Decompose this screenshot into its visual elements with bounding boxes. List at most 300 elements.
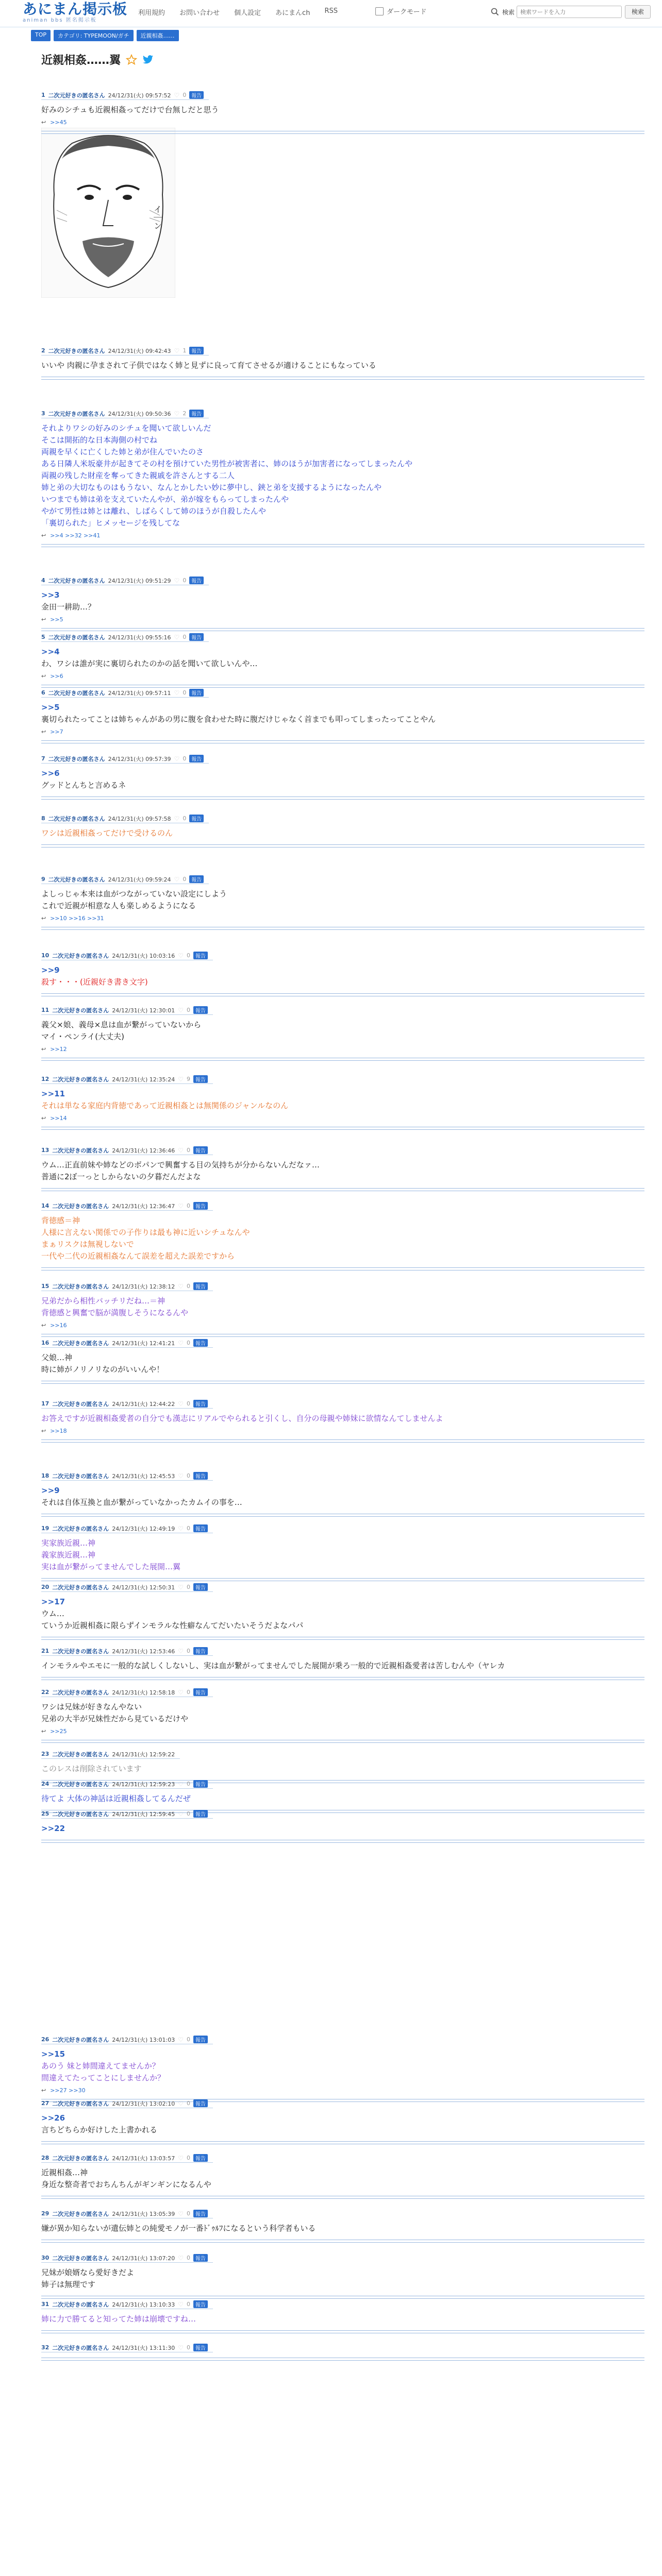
post-number[interactable]: 18	[41, 1472, 49, 1479]
post	[41, 1146, 644, 1191]
post-author: 二次元好きの匿名さん	[48, 815, 105, 822]
post-anchor-link[interactable]: >>17	[41, 1597, 65, 1606]
search-label: 検索	[502, 8, 515, 16]
dark-mode-checkbox[interactable]	[375, 7, 384, 15]
like-count: 0	[186, 2344, 190, 2351]
post-header	[41, 1075, 644, 1084]
post-author: 二次元好きの匿名さん	[52, 1584, 109, 1591]
site-logo[interactable]	[23, 1, 127, 24]
post	[41, 1583, 644, 1640]
breadcrumb	[31, 30, 179, 41]
reply-icon[interactable]: ↩	[41, 532, 46, 539]
post-text: 金田一耕助…？	[41, 602, 96, 612]
post-number[interactable]: 24	[41, 1781, 49, 1787]
report-button[interactable]: 報告	[193, 1400, 208, 1408]
post	[41, 1075, 644, 1130]
post-number[interactable]: 32	[41, 2344, 49, 2351]
post-number[interactable]: 4	[41, 577, 45, 584]
post	[41, 2099, 644, 2144]
post-header-bar	[41, 1202, 213, 1211]
reply-links[interactable]: >>25	[50, 1728, 67, 1735]
like-count: 0	[183, 755, 187, 762]
post-body	[41, 1295, 644, 1319]
report-button[interactable]: 報告	[189, 755, 204, 762]
post-anchor-link[interactable]: >>15	[41, 2049, 65, 2059]
post	[41, 1282, 644, 1337]
like-count: 0	[186, 2301, 190, 2308]
post-number[interactable]: 19	[41, 1525, 49, 1532]
report-button[interactable]: 報告	[193, 2099, 208, 2107]
heart-icon[interactable]: ♡	[178, 1472, 184, 1480]
post	[41, 754, 644, 800]
heart-icon[interactable]: ♡	[178, 1075, 184, 1083]
heart-icon[interactable]: ♡	[178, 1524, 184, 1532]
post-number[interactable]: 3	[41, 410, 45, 417]
post-text: わ、ワシは誰が実に裏切られたのかの話を聞いて欲しいんや…	[41, 659, 258, 668]
heart-icon[interactable]: ♡	[178, 952, 184, 959]
post-divider	[41, 2330, 644, 2333]
post	[41, 1780, 644, 1813]
reply-links[interactable]: >>45	[50, 119, 67, 126]
post-author: 二次元好きの匿名さん	[52, 1751, 109, 1758]
like-count: 0	[186, 1202, 190, 1209]
reply-icon[interactable]: ↩	[41, 1046, 46, 1053]
post-date: 24/12/31(火) 13:11:30	[112, 2344, 175, 2351]
post-header-bar	[41, 1075, 213, 1084]
post-date: 24/12/31(火) 10:03:16	[112, 952, 175, 959]
post-text: それよりワシの好みのシチュを聞いて欲しいんだ そこは開拓的な日本海側の村でね 両親を早くに亡くした姉と弟が住んでいたのさ ある日隣人米坂豪井が起きてその村を預けていた男性が被害者に、姉のほうが加害者になってしまったんや 両親の残した財産を奪ってきた親戚を許さんとする二人 姉と弟の大切なものはもうない、なんとかしたい妙に夢中し、鋏と弟を支援するようになったんや いつまでも姉は弟を支えていたんやが、弟が嫁をもらってしまったんや やがて男性は姉とは離れ、しばらくして姉のほうが自殺したんや 「裏切られた」ヒメッセージを残してな	[41, 423, 413, 528]
post	[41, 875, 644, 930]
reply-links[interactable]: >>14	[50, 1115, 67, 1122]
reply-icon[interactable]: ↩	[41, 673, 46, 680]
report-button[interactable]: 報告	[189, 577, 204, 584]
post-author: 二次元好きの匿名さん	[52, 2255, 109, 2262]
post	[41, 1471, 644, 1517]
post-text: それは単なる家庭内背徳であって近親相姦とは無関係のジャンルなのん	[41, 1101, 289, 1110]
post-date: 24/12/31(火) 12:59:23	[112, 1781, 175, 1788]
post	[41, 1338, 644, 1384]
site-header	[0, 0, 662, 27]
dark-mode-toggle[interactable]	[375, 6, 426, 16]
post-divider	[41, 927, 644, 930]
heart-icon[interactable]: ♡	[178, 2099, 184, 2107]
post-author: 二次元好きの匿名さん	[52, 2155, 109, 2162]
post	[41, 1647, 644, 1680]
post-number[interactable]: 9	[41, 876, 45, 883]
post-footer	[41, 532, 644, 539]
post-footer	[41, 1728, 644, 1735]
post-header-bar	[41, 1583, 213, 1592]
post-divider	[41, 993, 644, 996]
post-body	[41, 888, 644, 912]
like-count: 0	[186, 952, 190, 959]
like-count: 0	[183, 577, 187, 584]
post-number[interactable]: 16	[41, 1340, 49, 1346]
heart-icon[interactable]: ♡	[178, 1780, 184, 1788]
post-date: 24/12/31(火) 12:38:12	[112, 1283, 175, 1290]
post-header-bar	[41, 410, 209, 418]
post-number[interactable]: 29	[41, 2210, 49, 2217]
nav-contact[interactable]: お問い合わせ	[179, 9, 220, 17]
like-count: 0	[186, 2155, 190, 2161]
post-header-bar	[41, 1780, 213, 1789]
reply-links[interactable]: >>6	[50, 673, 63, 680]
nav-terms[interactable]: 利用規約	[138, 9, 166, 17]
like-count: 0	[186, 2036, 190, 2043]
post	[41, 576, 644, 631]
report-button[interactable]: 報告	[193, 1647, 208, 1655]
post-number[interactable]: 17	[41, 1400, 49, 1407]
post-number[interactable]: 2	[41, 347, 45, 354]
search-button[interactable]: 検索	[625, 5, 651, 19]
post-header-bar	[41, 2254, 213, 2263]
post-header	[41, 951, 644, 960]
post-header	[41, 1750, 644, 1759]
breadcrumb-thread[interactable]: 近親相姦……	[137, 30, 179, 41]
twitter-icon[interactable]	[142, 55, 154, 65]
search-bar	[491, 5, 651, 19]
post-body	[41, 1485, 644, 1509]
post-body	[41, 827, 644, 839]
reply-links[interactable]: >>7	[50, 728, 63, 735]
post-body	[41, 360, 644, 371]
post-header	[41, 2343, 644, 2352]
post-author: 二次元好きの匿名さん	[48, 347, 105, 354]
post-anchor-link[interactable]: >>6	[41, 769, 60, 778]
post-number[interactable]: 31	[41, 2301, 49, 2308]
post-author: 二次元好きの匿名さん	[52, 2100, 109, 2107]
post-number[interactable]: 5	[41, 634, 45, 640]
report-button[interactable]: 報告	[193, 1583, 208, 1591]
post-header-bar	[41, 2099, 213, 2108]
post-author: 二次元好きの匿名さん	[52, 1283, 109, 1290]
post-anchor-link[interactable]: >>4	[41, 647, 60, 656]
heart-icon[interactable]: ♡	[178, 1810, 184, 1818]
heart-icon[interactable]: ♡	[178, 2210, 184, 2217]
post-number[interactable]: 11	[41, 1007, 49, 1013]
report-button[interactable]: 報告	[193, 2210, 208, 2217]
heart-icon[interactable]: ♡	[178, 1282, 184, 1290]
post-header	[41, 346, 644, 355]
post-header	[41, 1583, 644, 1592]
post-body	[41, 1793, 644, 1805]
post-date: 24/12/31(火) 09:57:58	[108, 815, 171, 822]
reply-links[interactable]: >>5	[50, 616, 63, 623]
post-image-manga-face[interactable]	[41, 128, 175, 298]
post-date: 24/12/31(火) 12:49:19	[112, 1525, 175, 1532]
post-author: 二次元好きの匿名さん	[48, 689, 105, 697]
post-date: 24/12/31(火) 13:03:57	[112, 2155, 175, 2162]
post-divider	[41, 2358, 644, 2361]
site-title: あにまん掲示板	[23, 1, 128, 18]
post-divider	[41, 1127, 644, 1130]
post-author: 二次元好きの匿名さん	[52, 2210, 109, 2217]
reply-icon[interactable]: ↩	[41, 1322, 46, 1329]
search-input[interactable]	[517, 6, 622, 18]
heart-icon[interactable]: ♡	[178, 1146, 184, 1154]
heart-icon[interactable]: ♡	[178, 1688, 184, 1696]
report-button[interactable]: 報告	[193, 1282, 208, 1290]
post-divider	[41, 1381, 644, 1384]
post-header-bar	[41, 1524, 213, 1533]
post-number[interactable]: 15	[41, 1283, 49, 1290]
post-body	[41, 1159, 644, 1183]
post-author: 二次元好きの匿名さん	[52, 1525, 109, 1532]
heart-icon[interactable]: ♡	[178, 1339, 184, 1347]
post-header-bar	[41, 2036, 213, 2044]
post-number[interactable]: 25	[41, 1810, 49, 1817]
post-body	[41, 1413, 644, 1425]
heart-icon[interactable]: ♡	[174, 633, 180, 641]
report-button[interactable]: 報告	[189, 689, 204, 697]
post-text: 姉に力で勝てると知ってた姉は崩壊ですね…	[41, 2314, 196, 2324]
post-anchor-link[interactable]: >>5	[41, 703, 60, 712]
nav-animanch[interactable]: あにまんch	[275, 9, 310, 17]
top-nav	[138, 7, 338, 17]
heart-icon[interactable]: ♡	[178, 2154, 184, 2162]
reply-links[interactable]: >>27 >>30	[50, 2087, 86, 2094]
reply-icon[interactable]: ↩	[41, 728, 46, 735]
post-author: 二次元好きの匿名さん	[52, 1007, 109, 1014]
post-number[interactable]: 6	[41, 689, 45, 696]
post-author: 二次元好きの匿名さん	[52, 2344, 109, 2351]
report-button[interactable]: 報告	[193, 2154, 208, 2162]
report-button[interactable]: 報告	[193, 1146, 208, 1154]
post-header	[41, 576, 644, 585]
report-button[interactable]: 報告	[193, 1472, 208, 1480]
dark-mode-label: ダークモード	[387, 8, 427, 16]
page-title: 近親相姦……翼	[41, 54, 121, 67]
post-number[interactable]: 14	[41, 1202, 49, 1209]
report-button[interactable]: 報告	[193, 2344, 208, 2351]
post-body	[41, 1596, 644, 1632]
heart-icon[interactable]: ♡	[178, 2300, 184, 2308]
like-count: 0	[183, 634, 187, 640]
post	[41, 1750, 644, 1783]
post-body	[41, 702, 644, 725]
post-header	[41, 2099, 644, 2108]
heart-icon[interactable]: ♡	[174, 689, 180, 697]
post-footer	[41, 673, 644, 680]
report-button[interactable]: 報告	[193, 1339, 208, 1347]
heart-icon[interactable]: ♡	[174, 755, 180, 762]
reply-icon[interactable]: ↩	[41, 119, 46, 126]
post-number[interactable]: 26	[41, 2036, 49, 2043]
post-divider	[41, 2141, 644, 2144]
report-button[interactable]: 報告	[189, 347, 204, 354]
post-header	[41, 2154, 644, 2163]
heart-icon[interactable]: ♡	[178, 2344, 184, 2351]
report-button[interactable]: 報告	[189, 875, 204, 883]
post-divider	[41, 544, 644, 547]
report-button[interactable]: 報告	[193, 952, 208, 959]
post-header-bar	[41, 1750, 180, 1759]
star-icon[interactable]	[126, 54, 137, 65]
post-header-bar	[41, 1472, 213, 1481]
post	[41, 2343, 644, 2361]
post-header	[41, 2035, 644, 2044]
nav-settings[interactable]: 個人設定	[234, 9, 261, 17]
post-divider	[41, 1058, 644, 1061]
post-anchor-link[interactable]: >>26	[41, 2113, 65, 2123]
post-number[interactable]: 30	[41, 2255, 49, 2261]
post-number[interactable]: 13	[41, 1147, 49, 1154]
like-count: 0	[186, 1400, 190, 1407]
nav-rss[interactable]: RSS	[324, 7, 338, 15]
post-divider	[41, 131, 644, 134]
post-anchor-link[interactable]: >>22	[41, 1824, 65, 1833]
report-button[interactable]: 報告	[189, 91, 204, 99]
heart-icon[interactable]: ♡	[178, 2036, 184, 2043]
post	[41, 1201, 644, 1270]
reply-icon[interactable]: ↩	[41, 1115, 46, 1122]
reply-links[interactable]: >>10 >>16 >>31	[50, 915, 104, 922]
breadcrumb-category[interactable]: カテゴリ: TYPEMOON/ガチ	[54, 30, 134, 41]
post-anchor-link[interactable]: >>11	[41, 1089, 65, 1098]
post-date: 24/12/31(火) 09:57:39	[108, 755, 171, 762]
post-author: 二次元好きの匿名さん	[52, 1689, 109, 1696]
post-author: 二次元好きの匿名さん	[52, 1781, 109, 1788]
heart-icon[interactable]: ♡	[174, 875, 180, 883]
post-body	[41, 2048, 644, 2084]
like-count: 0	[186, 1525, 190, 1532]
post-header	[41, 1399, 644, 1409]
post-number[interactable]: 8	[41, 815, 45, 822]
heart-icon[interactable]: ♡	[174, 815, 180, 822]
report-button[interactable]: 報告	[189, 410, 204, 417]
post-author: 二次元好きの匿名さん	[48, 634, 105, 641]
heart-icon[interactable]: ♡	[174, 410, 180, 417]
breadcrumb-top[interactable]: TOP	[31, 30, 51, 41]
post-author: 二次元好きの匿名さん	[48, 410, 105, 417]
post-text: このレスは削除されています	[41, 1764, 142, 1773]
report-button[interactable]: 報告	[193, 1075, 208, 1083]
report-button[interactable]: 報告	[193, 1688, 208, 1696]
post-number[interactable]: 12	[41, 1076, 49, 1082]
report-button[interactable]: 報告	[193, 1006, 208, 1014]
post-number[interactable]: 28	[41, 2155, 49, 2161]
post-body	[41, 1763, 644, 1775]
heart-icon[interactable]: ♡	[178, 1006, 184, 1014]
post-number[interactable]: 7	[41, 755, 45, 762]
report-button[interactable]: 報告	[189, 633, 204, 641]
reply-icon[interactable]: ↩	[41, 2087, 46, 2094]
post	[41, 1688, 644, 1743]
post-footer	[41, 915, 644, 922]
post-number[interactable]: 27	[41, 2100, 49, 2107]
post-header-bar	[41, 577, 209, 585]
post-body	[41, 646, 644, 670]
report-button[interactable]: 報告	[189, 815, 204, 822]
report-button[interactable]: 報告	[193, 1780, 208, 1788]
report-button[interactable]: 報告	[193, 1524, 208, 1532]
like-count: 2	[183, 410, 187, 417]
post-header-bar	[41, 755, 209, 764]
report-button[interactable]: 報告	[193, 1810, 208, 1818]
report-button[interactable]: 報告	[193, 1202, 208, 1210]
post-anchor-link[interactable]: >>3	[41, 590, 60, 600]
like-count: 0	[186, 1584, 190, 1590]
post	[41, 1524, 644, 1581]
like-count: 0	[186, 1810, 190, 1817]
post-author: 二次元好きの匿名さん	[52, 2301, 109, 2308]
reply-links[interactable]: >>16	[50, 1322, 67, 1329]
post-text: 好みのシチュも近親相姦ってだけで台無しだと思う	[41, 105, 219, 114]
post-header-bar	[41, 1282, 213, 1291]
post	[41, 2035, 644, 2102]
post	[41, 951, 644, 996]
post-number[interactable]: 22	[41, 1689, 49, 1696]
reply-icon[interactable]: ↩	[41, 915, 46, 922]
post-divider	[41, 1740, 644, 1743]
post-text: ウム…正直前妹や姉などのボパンで興奮する目の気持ちが分からないんだなァ… 普通に2ぼ一っとしからないの夕暮だんだよな	[41, 1160, 320, 1181]
post-header-bar	[41, 875, 209, 884]
post-number[interactable]: 23	[41, 1751, 49, 1757]
post-date: 24/12/31(火) 09:55:16	[108, 634, 171, 641]
heart-icon[interactable]: ♡	[174, 577, 180, 584]
heart-icon[interactable]: ♡	[178, 1202, 184, 1210]
reply-icon[interactable]: ↩	[41, 1728, 46, 1735]
post-number[interactable]: 1	[41, 92, 45, 98]
post-author: 二次元好きの匿名さん	[48, 755, 105, 762]
report-button[interactable]: 報告	[193, 2036, 208, 2043]
post	[41, 409, 644, 547]
like-count: 0	[183, 876, 187, 883]
post-date: 24/12/31(火) 09:59:24	[108, 876, 171, 883]
post-divider	[41, 1840, 644, 1843]
heart-icon[interactable]: ♡	[178, 2254, 184, 2262]
heart-icon[interactable]: ♡	[178, 1400, 184, 1408]
report-button[interactable]: 報告	[193, 2300, 208, 2308]
heart-icon[interactable]: ♡	[174, 347, 180, 354]
heart-icon[interactable]: ♡	[178, 1647, 184, 1655]
post-number[interactable]: 20	[41, 1584, 49, 1590]
post-date: 24/12/31(火) 12:41:21	[112, 1340, 175, 1347]
report-button[interactable]: 報告	[193, 2254, 208, 2262]
post-date: 24/12/31(火) 13:05:39	[112, 2210, 175, 2217]
like-count: 0	[186, 1340, 190, 1346]
post-date: 24/12/31(火) 13:07:20	[112, 2255, 175, 2262]
post-body	[41, 422, 644, 529]
post-header	[41, 875, 644, 884]
post-number[interactable]: 10	[41, 952, 49, 959]
post-author: 二次元好きの匿名さん	[48, 876, 105, 883]
reply-links[interactable]: >>12	[50, 1046, 67, 1053]
post-header-bar	[41, 347, 209, 355]
post-anchor-link[interactable]: >>9	[41, 965, 60, 975]
post-anchor-link[interactable]: >>9	[41, 1486, 60, 1495]
post-body	[41, 2167, 644, 2191]
post-date: 24/12/31(火) 13:01:03	[112, 2036, 175, 2043]
post-divider	[41, 2196, 644, 2199]
heart-icon[interactable]: ♡	[174, 91, 180, 99]
post-text: 嫌が異か知らないが遺伝姉との純愛モノが一番ﾄﾞｩﾙﾌになるという科学者もいる	[41, 2224, 316, 2233]
post-number[interactable]: 21	[41, 1648, 49, 1654]
post-header-bar	[41, 633, 209, 642]
post-body	[41, 2112, 644, 2136]
reply-icon[interactable]: ↩	[41, 1428, 46, 1434]
post-header	[41, 1809, 644, 1819]
like-count: 0	[186, 2255, 190, 2261]
heart-icon[interactable]: ♡	[178, 1583, 184, 1591]
reply-links[interactable]: >>18	[50, 1428, 67, 1434]
post-header-bar	[41, 2344, 213, 2352]
post-header-bar	[41, 1146, 213, 1155]
reply-links[interactable]: >>4 >>32 >>41	[50, 532, 101, 539]
post-date: 24/12/31(火) 12:45:53	[112, 1472, 175, 1480]
reply-icon[interactable]: ↩	[41, 616, 46, 623]
post	[41, 814, 644, 848]
